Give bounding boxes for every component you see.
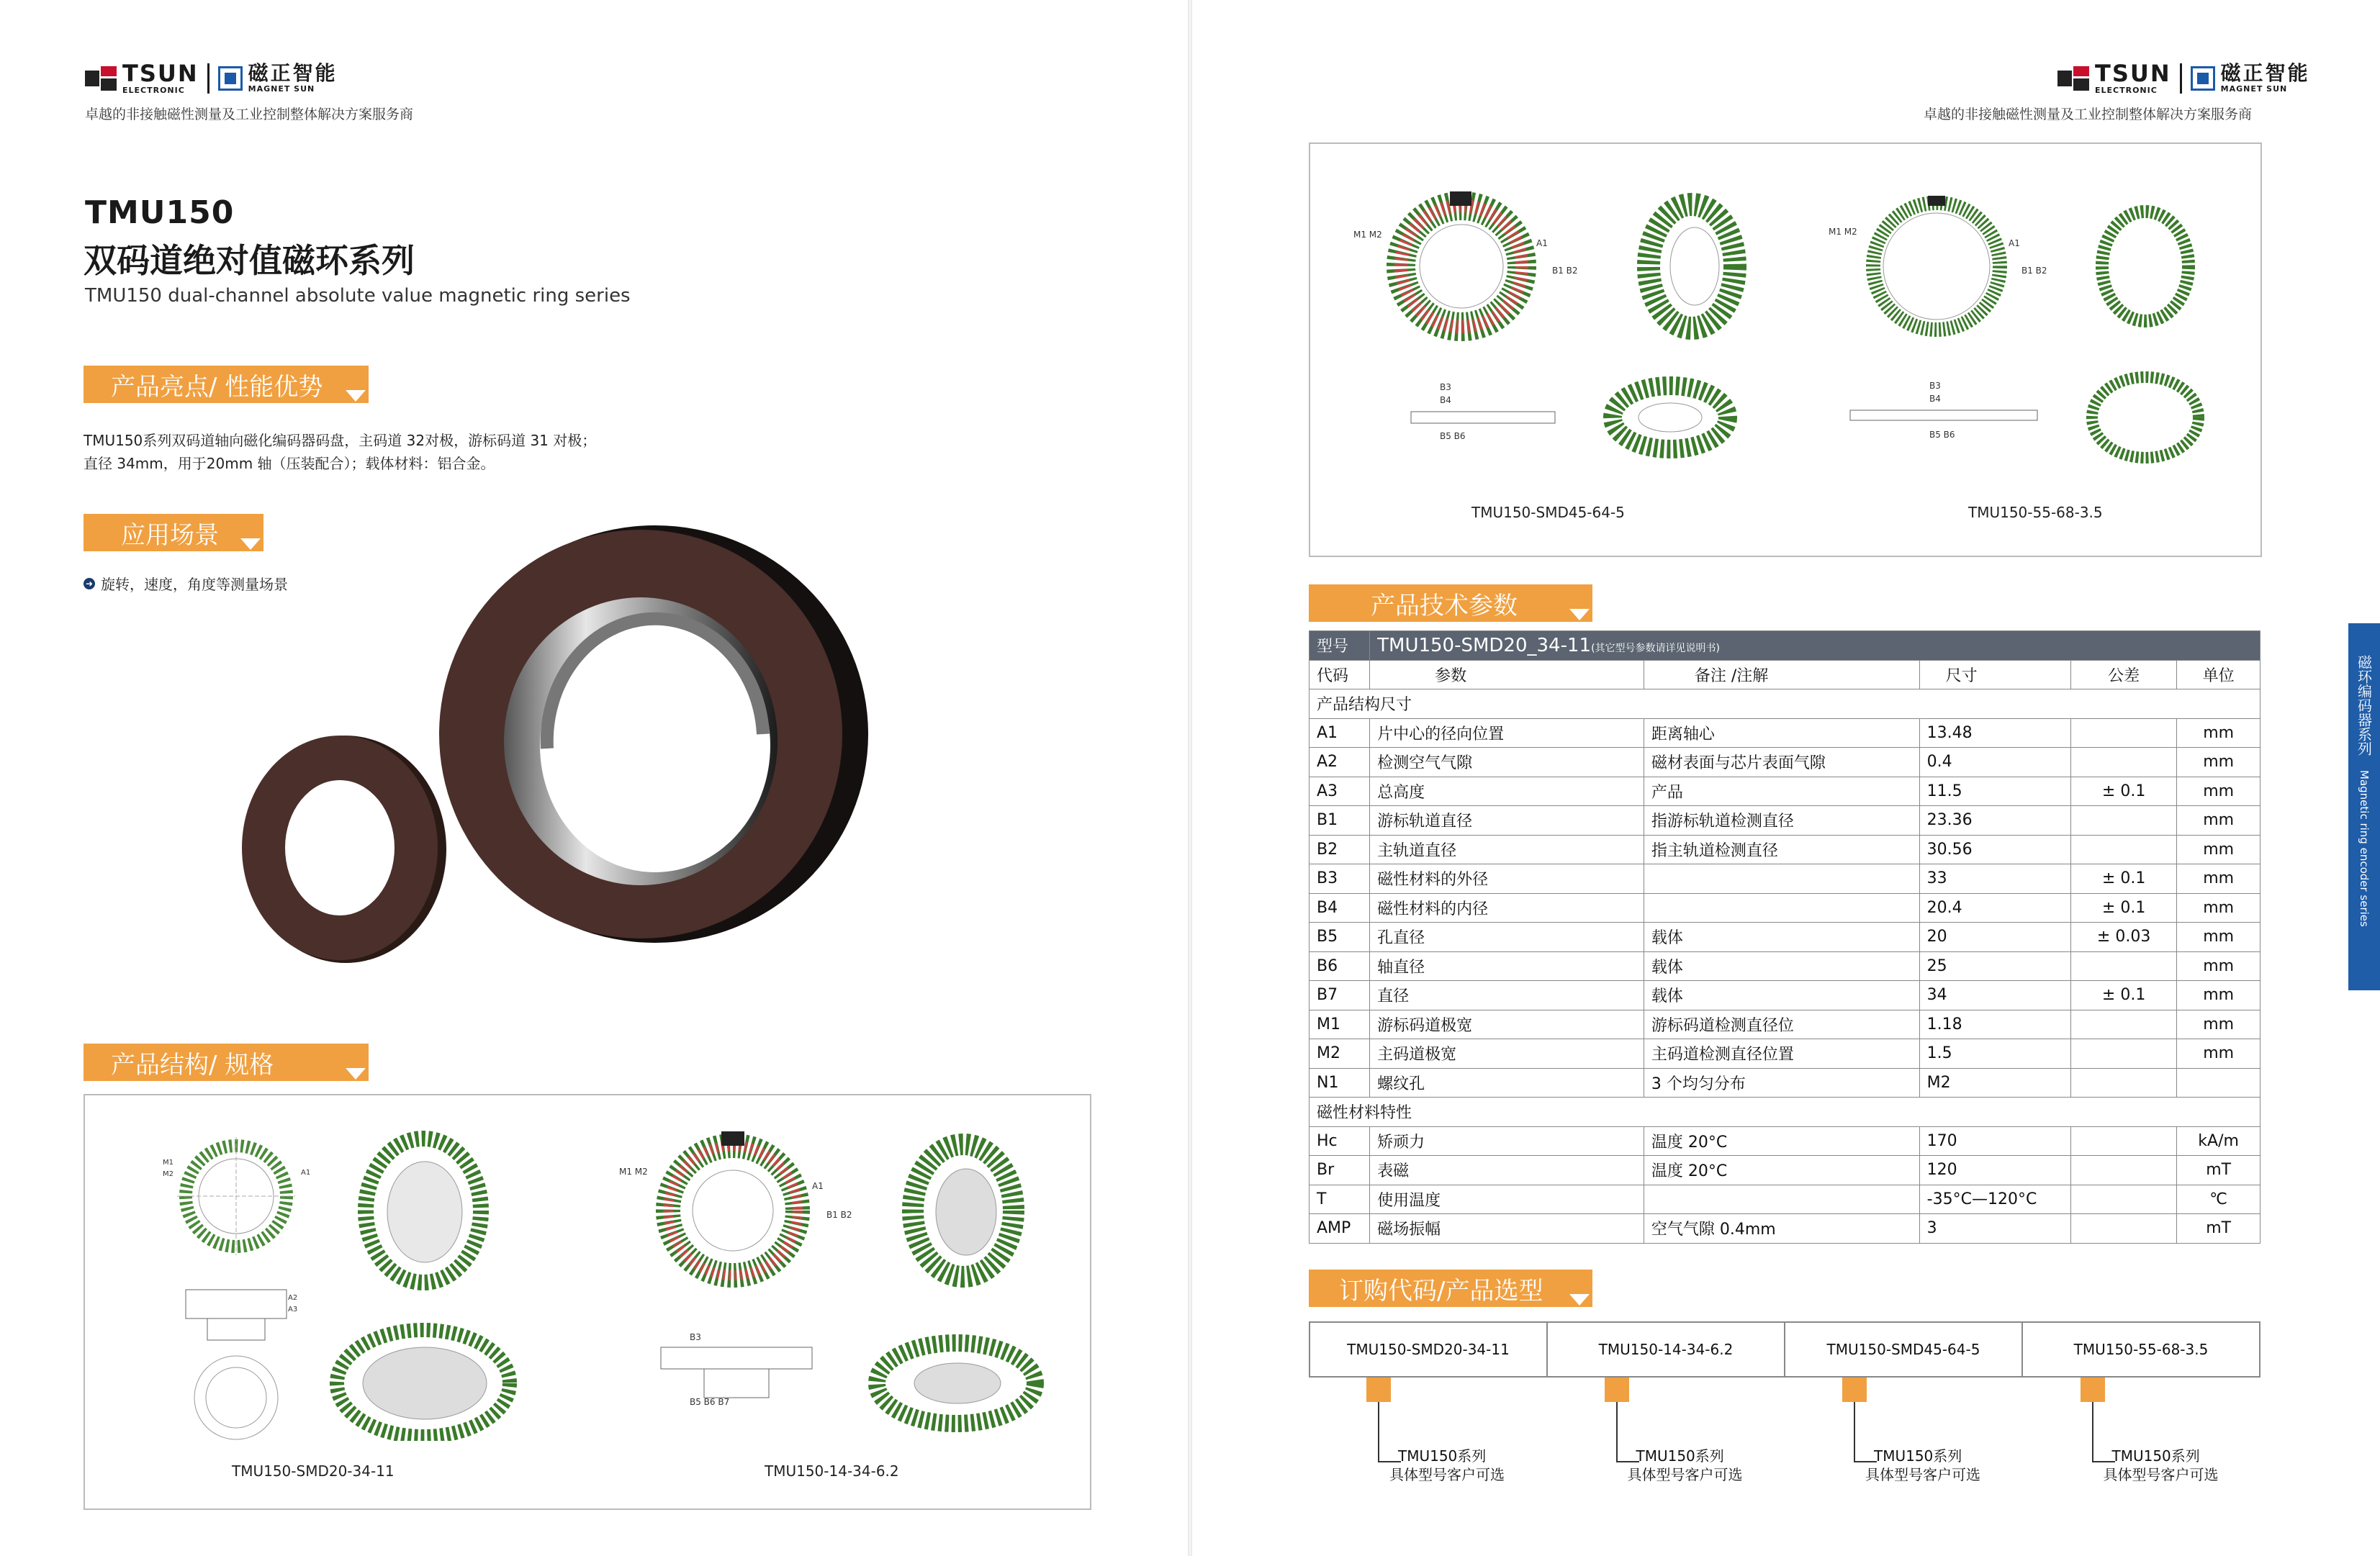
table-row [1310, 864, 2260, 894]
table-cell: 20.4 [1919, 893, 2070, 923]
tsun-logo-icon [85, 66, 117, 91]
table-cell: 磁性材料的内径 [1370, 893, 1644, 923]
section-order-label: 订购代码/产品选型 [1339, 1276, 1543, 1306]
small-ring-photo [242, 736, 446, 963]
section-order [1309, 1270, 1592, 1307]
svg-text:M1 M2: M1 M2 [619, 1167, 648, 1177]
table-cell: 检测空气气隙 [1370, 748, 1644, 777]
order-note-line-2: 具体型号客户可选 [2103, 1466, 2219, 1483]
header-param: 参数 [1370, 660, 1644, 689]
table-cell: mm [2177, 806, 2260, 836]
model-name: TMU150-SMD20_34-11 [1377, 634, 1592, 656]
order-model-2[interactable]: TMU150-14-34-6.2 [1548, 1323, 1785, 1376]
table-cell: M2 [1919, 1068, 2070, 1098]
ring-iso-view-3 [1649, 204, 1735, 328]
table-cell: B1 [1310, 806, 1370, 836]
table-cell: 距离轴心 [1644, 718, 1919, 748]
application-text: 旋转，速度，角度等测量场景 [101, 576, 288, 593]
title-cn: 双码道绝对值磁环系列 [84, 241, 415, 280]
table-cell: 120 [1919, 1156, 2070, 1185]
table-cell: mm [2177, 951, 2260, 981]
order-note [1627, 1447, 1743, 1484]
table-cell: 13.48 [1919, 718, 2070, 748]
table-cell: 20 [1919, 923, 2070, 952]
table-cell: 载体 [1644, 923, 1919, 952]
table-cell [2071, 835, 2177, 864]
table-cell [2071, 951, 2177, 981]
table-cell: 1.5 [1919, 1039, 2070, 1069]
table-cell: B4 [1310, 893, 1370, 923]
drawing-label-smd20: TMU150-SMD20-34-11 [232, 1462, 395, 1480]
drawing-smd45 [1353, 180, 1757, 497]
drawing-55-68 [1829, 180, 2232, 497]
table-cell: 23.36 [1919, 806, 2070, 836]
group-structure-label: 产品结构尺寸 [1310, 689, 2260, 719]
svg-text:A1: A1 [1536, 238, 1548, 248]
order-tag-icon [2081, 1378, 2105, 1402]
table-cell: mm [2177, 777, 2260, 806]
section-highlights [84, 366, 369, 403]
svg-text:A3: A3 [288, 1306, 298, 1313]
order-note-line-1: TMU150系列 [1398, 1447, 1487, 1465]
highlights-line-1: TMU150系列双码道轴向磁化编码器码盘，主码道 32对极，游标码道 31 对极； [84, 432, 597, 449]
svg-text:A1: A1 [812, 1181, 824, 1191]
table-cell [2071, 1039, 2177, 1069]
header-code: 代码 [1310, 660, 1370, 689]
section-structure-label: 产品结构/ 规格 [111, 1050, 274, 1080]
tagline-right: 卓越的非接触磁性测量及工业控制整体解决方案服务商 [1924, 107, 2253, 122]
ring-iso-bottom-3 [1613, 386, 1728, 449]
table-cell: 孔直径 [1370, 923, 1644, 952]
table-cell: M2 [1310, 1039, 1370, 1069]
table-cell [2071, 718, 2177, 748]
table-cell: 磁性材料的外径 [1370, 864, 1644, 894]
table-cell: mT [2177, 1214, 2260, 1244]
dim-m2: M2 [163, 1170, 173, 1178]
table-group-structure [1310, 689, 2260, 719]
ring-top-view-3 [1353, 191, 1578, 327]
table-cell: 载体 [1644, 951, 1919, 981]
order-note-line-2: 具体型号客户可选 [1389, 1466, 1505, 1483]
ring-iso-view [366, 1139, 481, 1283]
table-cell: T [1310, 1185, 1370, 1214]
table-cell: 直径 [1370, 981, 1644, 1010]
svg-text:B1 B2: B1 B2 [826, 1210, 852, 1220]
order-note [1865, 1447, 1980, 1484]
drawing-label-55-68: TMU150-55-68-3.5 [1968, 504, 2103, 521]
table-row [1310, 951, 2260, 981]
group-material-label: 磁性材料特性 [1310, 1098, 2260, 1127]
ring-iso-bottom-2 [877, 1343, 1035, 1424]
table-cell: 片中心的径向位置 [1370, 718, 1644, 748]
table-cell: ± 0.1 [2071, 893, 2177, 923]
drawing-label-smd45: TMU150-SMD45-64-5 [1471, 504, 1625, 521]
table-cell: mm [2177, 893, 2260, 923]
table-cell: ± 0.1 [2071, 777, 2177, 806]
table-row [1310, 1214, 2260, 1244]
ring-iso-view-2 [913, 1144, 1014, 1277]
order-note-line-2: 具体型号客户可选 [1865, 1466, 1980, 1483]
dim-a1: A1 [301, 1169, 311, 1177]
table-cell: B3 [1310, 864, 1370, 894]
brand-logo-right [2057, 62, 2310, 94]
svg-text:B1 B2: B1 B2 [2021, 266, 2047, 276]
dim-m1: M1 [163, 1159, 173, 1167]
header-size: 尺寸 [1919, 660, 2070, 689]
table-cell: ℃ [2177, 1185, 2260, 1214]
table-cell [2071, 1185, 2177, 1214]
table-cell: 指主轨道检测直径 [1644, 835, 1919, 864]
table-cell: mm [2177, 1039, 2260, 1069]
brand-name-en-sub: ELECTRONIC [2095, 86, 2158, 95]
ring-top-view-2 [619, 1131, 852, 1275]
ring-section-view [186, 1290, 297, 1340]
ring-section-view-2 [661, 1332, 812, 1407]
table-cell: B6 [1310, 951, 1370, 981]
table-cell [2071, 1126, 2177, 1156]
table-cell: A2 [1310, 748, 1370, 777]
table-row [1310, 1010, 2260, 1039]
table-cell [2071, 1068, 2177, 1098]
brand-name-cn-sub: MAGNET SUN [2220, 84, 2288, 94]
table-cell: 温度 20°C [1644, 1126, 1919, 1156]
model-label: 型号 [1310, 631, 1370, 661]
header-note: 备注 /注解 [1644, 660, 1919, 689]
brand-name-en: TSUN [122, 60, 199, 87]
table-cell: 3 个均匀分布 [1644, 1068, 1919, 1098]
ring-iso-bottom [337, 1330, 510, 1437]
drawing-14-34 [618, 1124, 1064, 1441]
ring-bottom-view [194, 1356, 278, 1439]
svg-text:A2: A2 [288, 1294, 298, 1302]
order-note-line-1: TMU150系列 [1636, 1447, 1724, 1465]
table-cell: 1.18 [1919, 1010, 2070, 1039]
large-ring-photo [439, 525, 868, 943]
table-cell: A1 [1310, 718, 1370, 748]
brand-name-en: TSUN [2095, 60, 2171, 87]
order-model-4[interactable]: TMU150-55-68-3.5 [2073, 1341, 2209, 1358]
table-row [1310, 1126, 2260, 1156]
highlights-text [84, 429, 596, 475]
table-row [1310, 923, 2260, 952]
table-cell: B5 [1310, 923, 1370, 952]
order-note-line-2: 具体型号客户可选 [1627, 1466, 1743, 1483]
table-cell: ± 0.1 [2071, 864, 2177, 894]
structure-drawing-frame [84, 1094, 1091, 1510]
tagline: 卓越的非接触磁性测量及工业控制整体解决方案服务商 [85, 107, 414, 122]
table-cell: 主轨道直径 [1370, 835, 1644, 864]
section-tech [1309, 584, 1592, 622]
table-cell: 载体 [1644, 981, 1919, 1010]
table-cell: 25 [1919, 951, 2070, 981]
table-cell: mm [2177, 864, 2260, 894]
svg-text:B5 B6 B7: B5 B6 B7 [690, 1397, 730, 1407]
svg-text:M1 M2: M1 M2 [1353, 230, 1382, 240]
section-highlights-label: 产品亮点/ 性能优势 [111, 372, 323, 402]
table-cell: 游标码道检测直径位 [1644, 1010, 1919, 1039]
table-cell [1644, 893, 1919, 923]
table-cell: 30.56 [1919, 835, 2070, 864]
table-cell: 使用温度 [1370, 1185, 1644, 1214]
svg-text:B3: B3 [1929, 381, 1941, 391]
magnetsun-logo-icon [2191, 66, 2215, 91]
magnetsun-logo-icon [218, 66, 243, 91]
table-cell: mm [2177, 835, 2260, 864]
table-cell: 温度 20°C [1644, 1156, 1919, 1185]
table-cell [2071, 1214, 2177, 1244]
svg-text:B5 B6: B5 B6 [1929, 430, 1955, 440]
table-cell: kA/m [2177, 1126, 2260, 1156]
table-cell: 33 [1919, 864, 2070, 894]
side-tab-en: Magnetic ring encoder series [2358, 770, 2371, 927]
table-cell: 11.5 [1919, 777, 2070, 806]
svg-text:B3: B3 [690, 1332, 701, 1342]
ring-section-view-3 [1411, 382, 1555, 441]
table-cell: mT [2177, 1156, 2260, 1185]
table-row [1310, 1068, 2260, 1098]
table-cell: mm [2177, 1010, 2260, 1039]
svg-text:B3: B3 [1440, 382, 1451, 392]
brand-name-cn: 磁正智能 [248, 61, 338, 85]
spec-table [1309, 630, 2260, 1244]
ring-section-view-4 [1850, 381, 2037, 440]
table-row [1310, 1156, 2260, 1185]
table-cell [2177, 1068, 2260, 1098]
table-cell [2071, 748, 2177, 777]
drawing-label-14-34: TMU150-14-34-6.2 [765, 1462, 899, 1480]
brand-name-cn: 磁正智能 [2220, 61, 2310, 85]
table-cell: 磁材表面与芯片表面气隙 [1644, 748, 1919, 777]
side-tab [2348, 623, 2380, 990]
order-tag-icon [1605, 1378, 1629, 1402]
table-cell: 产品 [1644, 777, 1919, 806]
table-cell: B7 [1310, 981, 1370, 1010]
table-cell: M1 [1310, 1010, 1370, 1039]
order-note-line-1: TMU150系列 [1874, 1447, 1962, 1465]
table-cell: 34 [1919, 981, 2070, 1010]
svg-text:B4: B4 [1929, 394, 1941, 404]
table-cell: Hc [1310, 1126, 1370, 1156]
order-model-1[interactable]: TMU150-SMD20-34-11 [1310, 1323, 1548, 1376]
title-model: TMU150 [85, 194, 235, 231]
svg-text:B5 B6: B5 B6 [1440, 431, 1466, 441]
table-cell [1644, 864, 1919, 894]
order-model-bar [1309, 1321, 2260, 1378]
tsun-logo-icon [2057, 66, 2089, 91]
drawing-smd20 [157, 1124, 546, 1441]
drawing-frame-right [1309, 143, 2262, 557]
order-note [1389, 1447, 1505, 1484]
table-cell: ± 0.03 [2071, 923, 2177, 952]
table-cell [1644, 1185, 1919, 1214]
table-cell: 表磁 [1370, 1156, 1644, 1185]
table-group-material [1310, 1098, 2260, 1127]
table-row [1310, 748, 2260, 777]
section-tech-label: 产品技术参数 [1371, 591, 1518, 620]
title-en: TMU150 dual-channel absolute value magnetic ring series [85, 285, 631, 307]
table-cell: 3 [1919, 1214, 2070, 1244]
table-row [1310, 981, 2260, 1010]
table-cell: mm [2177, 718, 2260, 748]
table-cell: 指游标轨道检测直径 [1644, 806, 1919, 836]
ring-iso-bottom-4 [2092, 377, 2199, 458]
table-cell: mm [2177, 981, 2260, 1010]
section-structure [84, 1044, 369, 1081]
svg-text:M1 M2: M1 M2 [1829, 227, 1857, 237]
table-row [1310, 835, 2260, 864]
svg-text:B1 B2: B1 B2 [1552, 266, 1578, 276]
brand-logo [85, 62, 338, 94]
order-note-line-1: TMU150系列 [2111, 1447, 2200, 1465]
table-cell: A3 [1310, 777, 1370, 806]
table-cell: 轴直径 [1370, 951, 1644, 981]
table-cell: 磁场振幅 [1370, 1214, 1644, 1244]
table-header-row [1310, 660, 2260, 689]
product-photo [230, 518, 907, 979]
table-cell [2071, 1010, 2177, 1039]
order-model-3[interactable]: TMU150-SMD45-64-5 [1785, 1323, 2023, 1376]
model-note: (其它型号参数请详见说明书) [1591, 642, 1721, 654]
table-cell: 矫顽力 [1370, 1126, 1644, 1156]
table-row [1310, 718, 2260, 748]
order-tag-icon [1842, 1378, 1867, 1402]
table-cell [2071, 806, 2177, 836]
table-cell: -35°C—120°C [1919, 1185, 2070, 1214]
brand-name-en-sub: ELECTRONIC [122, 86, 185, 95]
table-row [1310, 893, 2260, 923]
brand-name-cn-sub: MAGNET SUN [248, 84, 315, 94]
table-cell: N1 [1310, 1068, 1370, 1098]
table-cell: 170 [1919, 1126, 2070, 1156]
table-cell: 游标码道极宽 [1370, 1010, 1644, 1039]
order-note [2103, 1447, 2219, 1484]
svg-text:B4: B4 [1440, 395, 1451, 405]
table-cell: AMP [1310, 1214, 1370, 1244]
table-cell: B2 [1310, 835, 1370, 864]
table-row [1310, 1185, 2260, 1214]
table-cell: 总高度 [1370, 777, 1644, 806]
table-cell [2071, 1156, 2177, 1185]
arrow-bullet-icon: ➜ [84, 578, 95, 589]
side-tab-cn: 磁环编码器系列 [2355, 655, 2373, 756]
table-cell: 0.4 [1919, 748, 2070, 777]
table-cell: 空气气隙 0.4mm [1644, 1214, 1919, 1244]
table-cell: Br [1310, 1156, 1370, 1185]
highlights-line-2: 直径 34mm，用于20mm 轴（压装配合）；载体材料：铝合金。 [84, 455, 495, 472]
table-cell: 螺纹孔 [1370, 1068, 1644, 1098]
ring-top-view-4 [1829, 196, 2047, 330]
ring-iso-view-4 [2102, 212, 2189, 321]
ring-top-view [163, 1137, 310, 1255]
table-row [1310, 777, 2260, 806]
table-cell: 主码道极宽 [1370, 1039, 1644, 1069]
table-cell: ± 0.1 [2071, 981, 2177, 1010]
table-cell: 游标轨道直径 [1370, 806, 1644, 836]
table-row [1310, 1039, 2260, 1069]
section-application-label: 应用场景 [121, 520, 219, 550]
table-cell: 主码道检测直径位置 [1644, 1039, 1919, 1069]
table-cell: mm [2177, 748, 2260, 777]
order-tag-icon [1366, 1378, 1391, 1402]
left-page [0, 0, 1188, 1556]
table-cell: mm [2177, 923, 2260, 952]
table-row [1310, 806, 2260, 836]
header-unit: 单位 [2177, 660, 2260, 689]
table-model-row [1310, 631, 2260, 661]
svg-text:A1: A1 [2009, 238, 2020, 248]
header-tolerance: 公差 [2071, 660, 2177, 689]
